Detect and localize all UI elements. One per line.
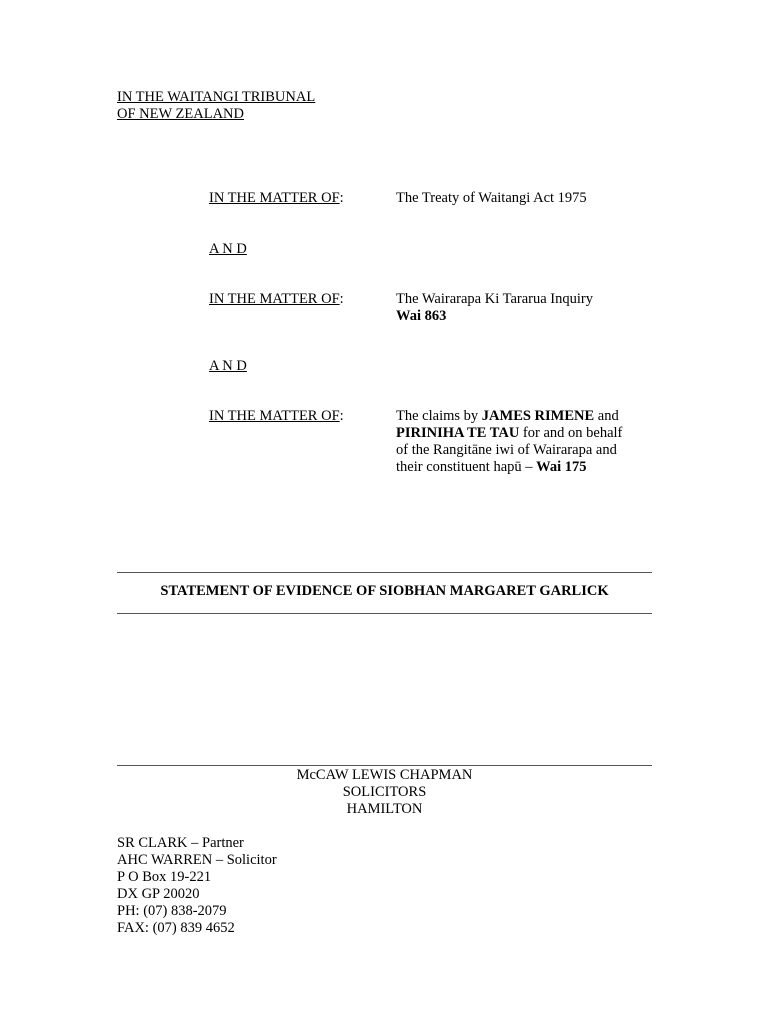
claims-line-2: PIRINIHA TE TAU for and on behalf	[396, 425, 623, 441]
firm-type: SOLICITORS	[342, 784, 427, 800]
contact-dx: DX GP 20020	[117, 886, 200, 902]
matter-value-2	[396, 291, 656, 325]
wai-number-175: Wai 175	[536, 459, 587, 475]
tribunal-line-2: OF NEW ZEALAND	[117, 106, 244, 122]
firm-top-rule	[117, 765, 652, 766]
tribunal-line-1: IN THE WAITANGI TRIBUNAL	[117, 89, 316, 105]
contact-fax: FAX: (07) 839 4652	[117, 920, 235, 936]
claims-line-1: The claims by JAMES RIMENE and	[396, 408, 619, 424]
statement-bottom-rule	[117, 613, 652, 614]
inquiry-name: The Wairarapa Ki Tararua Inquiry	[396, 291, 593, 307]
firm-city: HAMILTON	[346, 801, 423, 817]
claims-line-3: of the Rangitāne iwi of Wairarapa and	[396, 442, 617, 458]
statement-top-rule	[117, 572, 652, 573]
matter-value-1: The Treaty of Waitangi Act 1975	[396, 190, 587, 206]
contact-solicitor: AHC WARREN – Solicitor	[117, 852, 277, 868]
contact-block	[117, 835, 277, 937]
firm-name: McCAW LEWIS CHAPMAN	[296, 767, 473, 783]
contact-phone: PH: (07) 838-2079	[117, 903, 227, 919]
statement-title: STATEMENT OF EVIDENCE OF SIOBHAN MARGARET GARLICK	[160, 583, 609, 599]
claimant-name-2: PIRINIHA TE TAU	[396, 425, 520, 441]
and-separator-1: A N D	[209, 241, 247, 257]
contact-po-box: P O Box 19-221	[117, 869, 212, 885]
matter-label-1: IN THE MATTER OF:	[209, 190, 344, 206]
matter-value-3	[396, 408, 656, 476]
claims-line-4: their constituent hapū – Wai 175	[396, 459, 587, 475]
matter-label-3: IN THE MATTER OF:	[209, 408, 344, 424]
and-separator-2: A N D	[209, 358, 247, 374]
matter-label-2: IN THE MATTER OF:	[209, 291, 344, 307]
wai-number-863: Wai 863	[396, 308, 447, 324]
contact-partner: SR CLARK – Partner	[117, 835, 244, 851]
claimant-name-1: JAMES RIMENE	[481, 408, 595, 424]
